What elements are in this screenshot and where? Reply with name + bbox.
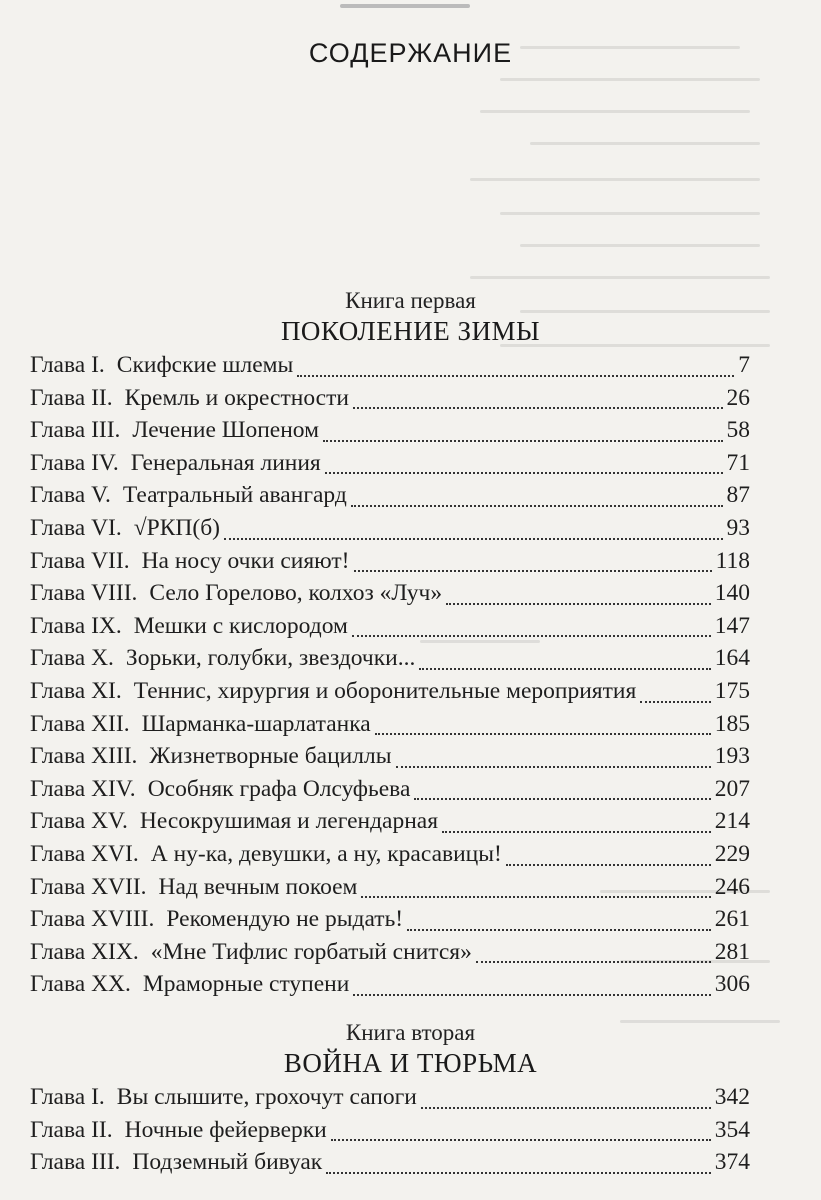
chapter-title: Кремль и окрестности: [124, 384, 349, 411]
toc-entry: [30, 743, 750, 776]
dot-leader: [326, 1171, 711, 1174]
chapter-number: Глава IX.: [30, 612, 122, 639]
dot-leader: [640, 700, 710, 703]
dot-leader: [407, 928, 711, 931]
chapter-number: Глава VII.: [30, 547, 130, 574]
toc-entry: [30, 678, 750, 711]
dot-leader: [224, 537, 723, 540]
dot-leader: [476, 960, 711, 963]
toc-entry: [30, 1149, 750, 1182]
page-number: 214: [714, 808, 750, 835]
chapter-number: Глава IV.: [30, 449, 119, 476]
chapter-number: Глава XII.: [30, 710, 130, 737]
page-number: 229: [714, 840, 750, 867]
toc-entry: [30, 515, 750, 548]
page-number: 7: [738, 352, 750, 378]
chapter-title: Теннис, хирургия и оборонительные мероприятия: [133, 677, 637, 704]
chapter-title: Мраморные ступени: [142, 971, 350, 998]
toc-entry: [30, 450, 750, 483]
toc-entry: [30, 482, 750, 515]
book-one-contents: [30, 352, 750, 1004]
toc-entry: [30, 711, 750, 744]
toc-entry: [30, 352, 750, 385]
chapter-title: Зорьки, голубки, звездочки...: [125, 645, 416, 672]
chapter-title: Жизнетворные бациллы: [149, 743, 392, 770]
page-number: 71: [726, 449, 750, 476]
page-number: 185: [714, 710, 750, 737]
dot-leader: [354, 569, 712, 572]
dot-leader: [325, 471, 723, 474]
page-number: 147: [714, 612, 750, 639]
chapter-title: Лечение Шопеном: [132, 417, 319, 444]
chapter-number: Глава I.: [30, 352, 105, 378]
chapter-title: Село Горелово, колхоз «Луч»: [149, 580, 443, 607]
chapter-title: Подземный бивуак: [132, 1149, 323, 1176]
dot-leader: [353, 993, 710, 996]
book-two-contents: [30, 1084, 750, 1182]
dot-leader: [353, 406, 723, 409]
dot-leader: [396, 765, 711, 768]
page-number: 93: [726, 514, 750, 541]
chapter-number: Глава I.: [30, 1084, 105, 1110]
toc-entry: [30, 776, 750, 809]
chapter-number: Глава XVII.: [30, 873, 147, 900]
book-one-label: Книга первая: [345, 288, 476, 313]
dot-leader: [375, 732, 711, 735]
book-two-title: ВОЙНА И ТЮРЬМА: [283, 1048, 538, 1078]
toc-entry: [30, 548, 750, 581]
toc-entry: [30, 808, 750, 841]
chapter-title: «Мне Тифлис горбатый снится»: [150, 938, 472, 965]
page-number: 164: [714, 645, 750, 672]
page-number: 374: [714, 1149, 750, 1176]
chapter-title: Вы слышите, грохочут сапоги: [116, 1084, 417, 1110]
dot-leader: [506, 863, 711, 866]
chapter-number: Глава XI.: [30, 677, 122, 704]
page-number: 26: [726, 384, 750, 411]
chapter-title: На носу очки сияют!: [141, 547, 350, 574]
chapter-title: Скифские шлемы: [116, 352, 294, 378]
page-number: 246: [714, 873, 750, 900]
chapter-title: Над вечным покоем: [158, 873, 358, 900]
page-number: 58: [726, 417, 750, 444]
page-number: 261: [714, 906, 750, 933]
chapter-number: Глава X.: [30, 645, 114, 672]
chapter-number: Глава XIX.: [30, 938, 139, 965]
book-two-label: Книга вторая: [345, 1020, 476, 1045]
dot-leader: [352, 634, 711, 637]
chapter-title: Несокрушимая и легендарная: [139, 808, 439, 835]
page-number: 281: [714, 938, 750, 965]
page-number: 207: [714, 775, 750, 802]
toc-entry: [30, 841, 750, 874]
book-one-title: ПОКОЛЕНИЕ ЗИМЫ: [280, 316, 541, 346]
page-number: 118: [715, 547, 750, 574]
dot-leader: [414, 797, 710, 800]
dot-leader: [323, 439, 723, 442]
toc-entry: [30, 1084, 750, 1117]
toc-entry: [30, 874, 750, 907]
chapter-title: √РКП(б): [133, 514, 220, 541]
chapter-number: Глава III.: [30, 1149, 121, 1176]
chapter-number: Глава XIV.: [30, 775, 136, 802]
chapter-number: Глава XIII.: [30, 743, 138, 770]
dot-leader: [446, 602, 711, 605]
dot-leader: [351, 504, 723, 507]
page-number: 140: [714, 580, 750, 607]
toc-entry: [30, 971, 750, 1004]
toc-entry: [30, 417, 750, 450]
chapter-number: Глава XX.: [30, 971, 131, 998]
chapter-title: Ночные фейерверки: [124, 1116, 327, 1143]
chapter-title: Рекомендую не рыдать!: [166, 906, 404, 933]
chapter-number: Глава XV.: [30, 808, 128, 835]
toc-entry: [30, 385, 750, 418]
chapter-number: Глава XVI.: [30, 840, 139, 867]
chapter-number: Глава VI.: [30, 514, 122, 541]
page-number: 342: [714, 1084, 750, 1110]
page-number: 354: [714, 1116, 750, 1143]
chapter-title: Шарманка-шарлатанка: [141, 710, 371, 737]
toc-entry: [30, 1117, 750, 1150]
toc-entry: [30, 645, 750, 678]
dot-leader: [421, 1106, 711, 1109]
toc-entry: [30, 613, 750, 646]
page-top-mark: [340, 4, 470, 8]
chapter-number: Глава III.: [30, 417, 121, 444]
page-number: 175: [714, 677, 750, 704]
page-number: 193: [714, 743, 750, 770]
chapter-title: Мешки с кислородом: [133, 612, 348, 639]
toc-entry: [30, 580, 750, 613]
page-title: СОДЕРЖАНИЕ: [308, 38, 513, 68]
dot-leader: [331, 1138, 711, 1141]
toc-entry: [30, 939, 750, 972]
chapter-title: Генеральная линия: [130, 449, 321, 476]
chapter-title: А ну-ка, девушки, а ну, красавицы!: [150, 840, 502, 867]
chapter-number: Глава V.: [30, 482, 111, 509]
dot-leader: [297, 374, 734, 377]
page-number: 87: [726, 482, 750, 509]
dot-leader: [361, 895, 710, 898]
chapter-number: Глава VIII.: [30, 580, 138, 607]
chapter-number: Глава II.: [30, 384, 113, 411]
dot-leader: [442, 830, 711, 833]
chapter-title: Особняк графа Олсуфьева: [147, 775, 411, 802]
chapter-number: Глава II.: [30, 1116, 113, 1143]
dot-leader: [419, 667, 710, 670]
toc-entry: [30, 906, 750, 939]
chapter-number: Глава XVIII.: [30, 906, 155, 933]
page-number: 306: [714, 971, 750, 998]
chapter-title: Театральный авангард: [122, 482, 347, 509]
